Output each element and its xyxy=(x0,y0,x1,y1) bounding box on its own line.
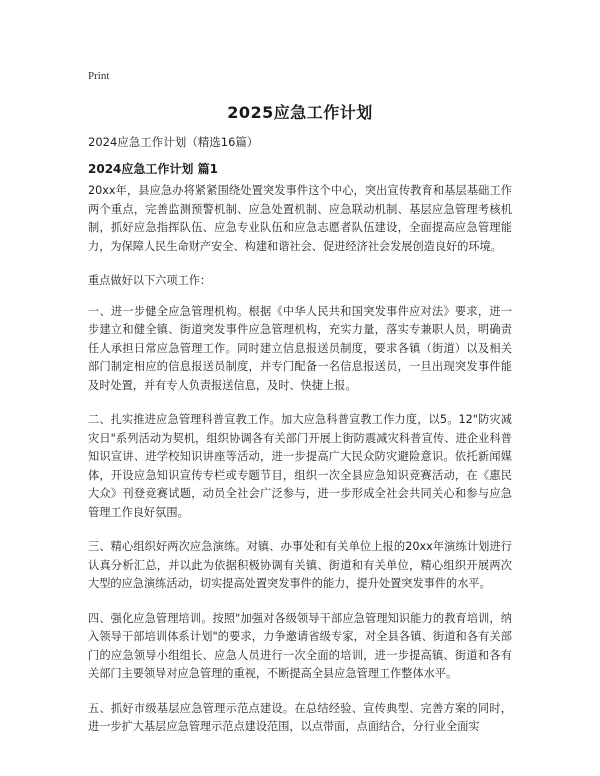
document-title: 2025应急工作计划 xyxy=(227,103,373,122)
paragraph-item-1: 一、进一步健全应急管理机构。根据《中华人民共和国突发事件应对法》要求，进一步建立和健全镇、街道突发事件应急管理机构，充实力量，落实专兼职人员，明确责任人承担日常应急管理工作。同时建立信息报送员制度，要求各镇（街道）以及相关部门制定相应的信息报送员制度，并专门配备一名信息报送员，一旦出现突发事件能及时处置，并有专人负责报送信息，及时、快捷上报。 xyxy=(88,304,512,392)
section-heading: 2024应急工作计划 篇1 xyxy=(88,162,218,176)
paragraph-item-2: 二、扎实推进应急管理科普宣教工作。加大应急科普宣教工作力度，以5。12"防灾减灾日"系列活动为契机，组织协调各有关部门开展上街防震减灾科普宣传、进企业科普知识宣讲、进学校知识讲座等活动，进一步提高广大民众防灾避险意识。依托新闻媒体，开设应急知识宣传专栏或专题节目，组织一次全县应急知识竞赛活动，在《惠民大众》刊登竞赛试题，动员全社会广泛参与，进一步形成全社会共同关心和参与应急管理工作良好氛围。 xyxy=(88,413,512,519)
paragraph-item-5: 五、抓好市级基层应急管理示范点建设。在总结经验、宣传典型、完善方案的同时，进一步扩大基层应急管理示范点建设范围，以点带面，点面结合，分行业全面实 xyxy=(88,701,512,733)
print-link[interactable]: Print xyxy=(88,70,110,82)
document-body xyxy=(88,182,512,753)
paragraph-item-4: 四、强化应急管理培训。按照"加强对各级领导干部应急管理知识能力的教育培训，纳入领导干部培训体系计划"的要求，力争邀请省级专家，对全县各镇、街道和各有关部门的应急领导小组组长、应急人员进行一次全面的培训，进一步提高镇、街道和各有关部门主要领导对应急管理的重视，不断提高全县应急管理工作整体水平。 xyxy=(88,611,512,680)
document-subtitle: 2024应急工作计划（精选16篇） xyxy=(88,135,259,149)
paragraph-item-3: 三、精心组织好两次应急演练。对镇、办事处和有关单位上报的20xx年演练计划进行认真分析汇总，并以此为依据积极协调有关镇、街道和有关单位，精心组织开展两次大型的应急演练活动，切实提高处置突发事件的能力，提升处置突发事件的水平。 xyxy=(88,540,512,590)
paragraph-focus: 重点做好以下六项工作： xyxy=(88,274,212,287)
paragraph-intro: 20xx年，县应急办将紧紧围绕处置突发事件这个中心，突出宣传教育和基层基础工作两个重点，完善监测预警机制、应急处置机制、应急联动机制、基层应急管理考核机制，抓好应急指挥队伍、应急专业队伍和应急志愿者队伍建设，全面提高应急管理能力，为保障人民生命财产安全、构建和谐社会、促进经济社会发展创造良好的环境。 xyxy=(88,184,512,253)
